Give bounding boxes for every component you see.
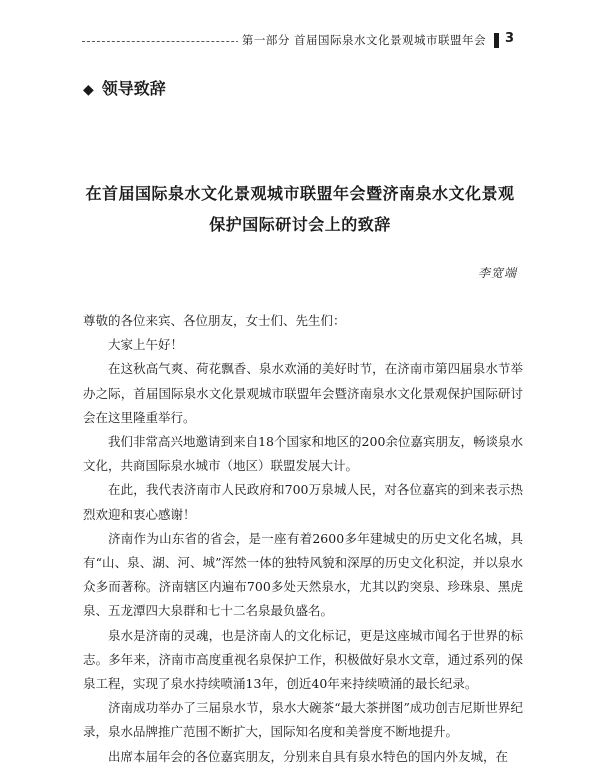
salutation: 尊敬的各位来宾、各位朋友，女士们、先生们： bbox=[83, 313, 346, 328]
page-number: 3 bbox=[504, 31, 514, 46]
paragraph: 泉水是济南的灵魂，也是济南人的文化标记，更是这座城市闻名于世界的标志。多年来，济南市高度重视名泉保护工作，积极做好泉水文章，通过系列的保泉工程，实现了泉水持续喷涌13年，创近40年来持续喷涌的最长纪录。 bbox=[83, 627, 523, 692]
section-heading bbox=[83, 76, 166, 99]
running-header bbox=[82, 30, 514, 52]
header-bar-mark bbox=[494, 33, 499, 48]
speech-author: 李宽端 bbox=[477, 266, 517, 280]
speech-body bbox=[83, 309, 523, 769]
paragraph: 在这秋高气爽、荷花飘香、泉水欢涌的美好时节，在济南市第四届泉水节举办之际，首届国际泉水文化景观城市联盟年会暨济南泉水文化景观保护国际研讨会在这里隆重举行。 bbox=[83, 361, 523, 425]
diamond-icon: ◆ bbox=[83, 82, 94, 98]
speech-title-line-2: 保护国际研讨会上的致辞 bbox=[209, 215, 391, 234]
section-label: 领导致辞 bbox=[101, 79, 166, 98]
running-title: 第一部分 首届国际泉水文化景观城市联盟年会 bbox=[238, 32, 486, 48]
paragraph: 我们非常高兴地邀请到来自18个国家和地区的200余位嘉宾朋友，畅谈泉水文化，共商国际泉水城市（地区）联盟发展大计。 bbox=[83, 434, 523, 474]
paragraph: 济南成功举办了三届泉水节，泉水大碗茶“最大茶拼图”成功创吉尼斯世界纪录，泉水品牌推广范围不断扩大，国际知名度和美誉度不断地提升。 bbox=[83, 700, 523, 740]
paragraph: 大家上午好！ bbox=[108, 337, 184, 353]
paragraph: 济南作为山东省的省会，是一座有着2600多年建城史的历史文化名城，具有“山、泉、湖、河、城”浑然一体的独特风貌和深厚的历史文化积淀，并以泉水众多而著称。济南辖区内遍布700多处天然泉水，尤其以趵突泉、珍珠泉、黑虎泉、五龙潭四大泉群和七十二名泉最负盛名。 bbox=[83, 530, 523, 619]
speech-title-line-1: 在首届国际泉水文化景观城市联盟年会暨济南泉水文化景观 bbox=[85, 184, 515, 203]
paragraph: 在此，我代表济南市人民政府和700万泉城人民，对各位嘉宾的到来表示热烈欢迎和衷心感谢！ bbox=[83, 482, 523, 522]
paragraph: 出席本届年会的各位嘉宾朋友，分别来自具有泉水特色的国内外友城，在 bbox=[108, 748, 509, 764]
